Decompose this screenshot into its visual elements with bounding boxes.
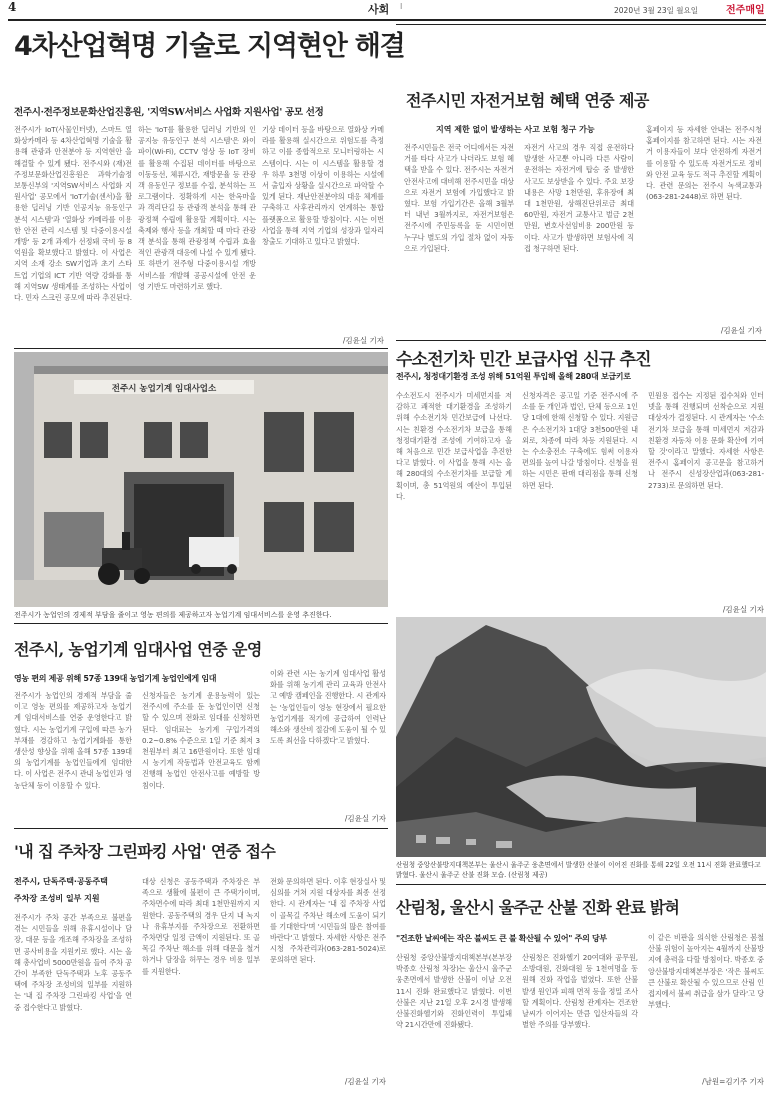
article1-col2: 하는 'IoT를 활용한 딥러닝 기반의 인공지능 유동인구 분석 시스템'은 와이파이(Wi-Fi), CCTV 영상 등 IoT 장비를 활용해 수집된 데이터를 바탕으로 이동동선, 체류시간, 재방문율 등 관광객 유동인구 정보를 수집, 분석하는 프로그램이다. 정확하게 시는 한옥마을과 객리단길 등 관광객 분석을 통해 관광정책 수립에 활용할 계획이다. 시는 축제와 행사 등을 개최할 때 마다 관광객 분석을 통해 관광정책 수립과 효율적인 관광객 대응에 나설 수 있게 됐다. 또 하반기 전주형 다중이용시설 개방 서비스를 개발해 공공시설에 안전 운영 기반도 마련하기로 했다. xyxy=(138,125,256,291)
article5-subhead1: 전주시, 단독주택·공동주택 xyxy=(14,877,108,886)
issue-date: 2020년 3월 23일 월요일 xyxy=(614,6,699,15)
article1-signature: /김윤실 기자 xyxy=(342,336,384,345)
article4-headline: 전주시, 농업기계 임대사업 연중 운영 xyxy=(14,640,262,659)
article4-col1: 전주시가 농업인의 경제적 부담을 줄이고 영농 편의를 제공하고자 농업기계 임대서비스를 연중 운영한다고 밝혔다. 시는 농업기계 구입에 따른 농가부채를 경감하고 농업기계화를 통한 생산성 향상을 위해 올해 57종 139대의 농업기계를 농업인들에게 임대한다. 이 사업은 전주시 관내 농업인과 영농단체 등이 이용할 수 있다. xyxy=(14,691,132,790)
article6-signature: /남원=김기주 기자 xyxy=(702,1077,764,1086)
article2-col1: 전주시민들은 전국 어디에서든 자전거를 타다 사고가 나더라도 보험 혜택을 받을 수 있다. 전주시는 자전거 안전사고에 대비해 전주시민을 대상으로 자전거 보험에 가입했다고 밝혔다. 보험 가입기간은 올해 3월부터 내년 3월까지로, 자전거보험은 전주시에 주민등록을 둔 시민이면 누구나 별도의 가입 절차 없이 자동으로 가입된다. xyxy=(404,143,514,253)
article6-col2: 산림청은 진화헬기 20여대와 공무원, 소방대원, 진화대원 등 1천여명을 동원해 진화 작업을 벌였다. 또한 산불 발생 원인과 피해 면적 등을 정밀 조사할 계획이다. 산림청 관계자는 건조한 날씨가 이어지는 만큼 입산자들의 각별한 주의를 당부했다. xyxy=(522,953,638,1030)
article4-col3: 이와 관련 시는 농기계 임대사업 활성화를 위해 농기계 관리 교육과 안전사고 예방 캠페인을 진행한다. 시 관계자는 '농업인들이 영농 현장에서 필요한 농업기계를 적기에 공급하여 인력난 해소와 생산비 절감에 도움이 될 수 있도록 최선을 다하겠다'고 밝혔다. xyxy=(270,669,386,746)
photo-agri-machine-center xyxy=(14,352,388,607)
rule-article2-top xyxy=(396,24,766,25)
building-sign: 전주시 농업기계 임대사업소 xyxy=(111,384,217,394)
rule-article6-top xyxy=(396,884,766,885)
rule-article4-bottom xyxy=(14,828,388,829)
page-header xyxy=(8,0,766,18)
photo1-caption: 전주시가 농업인의 경제적 부담을 줄이고 영농 편의를 제공하고자 농업기계 임대서비스를 운영 추진한다. xyxy=(14,611,332,619)
article4-subhead: 영농 편의 제공 위해 57종 139대 농업기계 농업인에게 임대 xyxy=(14,674,217,683)
article3-subhead: 전주시, 청정대기환경 조성 위해 51억원 투입해 올해 280대 보급키로 xyxy=(396,372,631,381)
rule-photo1-bottom xyxy=(14,623,388,624)
article5-subhead2: 주차장 조성비 일부 지원 xyxy=(14,894,100,903)
header-rule xyxy=(8,19,766,21)
article2-headline: 전주시민 자전거보험 혜택 연중 제공 xyxy=(406,91,649,110)
article5-col1: 전주시가 주차 공간 부족으로 불편을 겪는 시민들을 위해 유휴시설이나 담장, 대문 등을 개조해 주차장을 조성하면 공사비용을 지원키로 했다. 시는 올해 총사업비 5000만원을 들여 주차 공간이 부족한 단독주택과 노후 공동주택에 주차장 조성비의 일부를 지원하는 '내 집 주차장 그린파킹 사업'을 연중 접수한다고 밝혔다. xyxy=(14,913,132,1012)
article4-signature: /김윤실 기자 xyxy=(344,814,386,823)
article6-col1: 산림청 중앙산불방지대책본부(본부장 박종호 산림청 차장)는 울산시 울주군 웅촌면에서 발생한 산불이 이날 오전 11시 진화 완료했다고 밝혔다. 이번 산불은 지난 21일 오후 2시경 발생해 산불진화헬기와 진화인력이 투입돼 약 21시간만에 진화됐다. xyxy=(396,953,512,1030)
section-mark: I xyxy=(400,2,403,11)
article2-col2: 자전거 사고의 경우 직접 운전하다 발생한 사고뿐 아니라 다른 사람이 운전하는 자전거에 탑승 중 발생한 사고도 보상받을 수 있다. 주요 보장내용은 사망 1천만원, 후유장애 최대 1천만원, 상해진단위로금 최대 60만원, 자전거 교통사고 벌금 2천만원, 변호사선임비용 200만원 등이다. 사고가 발생하면 보험사에 직접 청구하면 된다. xyxy=(524,143,634,253)
article6-headline: 산림청, 울산시 울주군 산불 진화 완료 밝혀 xyxy=(396,898,680,917)
article4-col2: 신청자들은 농기계 운용능력이 있는 전주시에 주소를 둔 농업인이면 신청할 수 있으며 전화로 임대를 신청하면 된다. 임대료는 농기계 구입가격의 0.2~0.8% 수준으로 1일 기준 최저 3천원부터 최고 16만원이다. 또한 임대 시 농기계 작동법과 안전교육도 함께 진행해 농업인 안전사고를 예방할 방침이다. xyxy=(142,691,260,790)
rule-article2-bottom xyxy=(396,340,766,341)
rule-article1-bottom xyxy=(14,348,388,349)
article5-signature: /김윤실 기자 xyxy=(344,1077,386,1086)
article6-subhead: "건조한 날씨에는 작은 불씨도 큰 불 확산될 수 있어" 주의 당부 xyxy=(396,934,607,943)
section-name: 사회 xyxy=(368,3,390,16)
article5-col3: 전화 문의하면 된다. 이후 현장실사 및 심의를 거쳐 지원 대상자를 최종 선정한다. 시 관계자는 '내 집 주차장 사업이 골목길 주차난 해소에 도움이 되기를 기대한다'며 '시민들의 많은 참여를 바란다'고 밝혔다. 자세한 사항은 전주시청 주차관리과(063-281-5024)로 문의하면 된다. xyxy=(270,877,386,965)
photo-forest-fire xyxy=(396,617,766,857)
article2-subhead: 지역 제한 없이 발생하는 사고 보험 청구 가능 xyxy=(436,125,595,134)
article3-col3: 민원용 접수는 지정된 접수처와 인터넷을 통해 진행되며 선착순으로 지원 대상자가 결정된다. 시 관계자는 '수소전기차 보급을 통해 미세먼지 저감과 친환경 자동차 이용 문화 확산에 기여할 것'이라고 말했다. 자세한 사항은 전주시 홈페이지 공고문을 참고하거나 전주시 신성장산업과(063-281-2733)로 문의하면 된다. xyxy=(648,391,764,490)
article5-headline: '내 집 주차장 그린파킹 사업' 연중 접수 xyxy=(14,842,276,861)
article3-headline: 수소전기차 민간 보급사업 신규 추진 xyxy=(396,350,651,370)
article3-col1: 수소전도시 전주시가 미세먼지를 저감하고 쾌적한 대기환경을 조성하기 위해 수소전기차 민간보급에 나선다. 시는 친환경 수소전기차 보급을 통해 청정대기환경 조성에 기여하고자 올해 처음으로 민간 보급사업을 추진한다고 밝혔다. 이 사업을 통해 시는 올해 280대의 수소전기차를 보급할 계획이며, 총 51억원의 예산이 투입된다. xyxy=(396,391,512,501)
article5-col2: 대상 신청은 공동주택과 주차장은 부족으로 생활에 불편이 큰 주택가이며, 주차면수에 따라 최대 1천만원까지 지원한다. 공동주택의 경우 단지 내 녹지나 유휴부지를 주차장으로 전환하면 주차면당 일정 금액이 지원된다. 또 골목길 주차난 해소를 위해 대문을 철거하거나 담장을 허무는 경우 비용 일부를 지원한다. xyxy=(142,877,260,976)
article6-col3: 이 같은 비판을 의식한 산림청은 봄철 산불 위험이 높아지는 4월까지 산불방지에 총력을 다할 방침이다. 박종호 중앙산불방지대책본부장은 '작은 불씨도 큰 산불로 확산될 수 있으므로 산림 인접지에서 불씨 취급을 삼가 달라'고 당부했다. xyxy=(648,933,764,1010)
article2-signature: /김윤실 기자 xyxy=(720,326,762,335)
page-number: 4 xyxy=(8,0,17,14)
brand-name: 전주매일 xyxy=(726,5,765,16)
photo2-caption: 산림청 중앙산불방지대책본부는 울산시 울주군 웅촌면에서 발생한 산불이 이어진 진화를 통해 22일 오전 11시 진화 완료했다고 밝혔다. 울산시 울주군 산불 진화 모습. (산림청 제공) xyxy=(396,861,761,879)
article1-col3: 기상 데이터 등을 바탕으로 열화상 카메라를 활용해 실시간으로 위험도를 측정하고 이를 종합적으로 모니터링하는 시스템이다. 시는 이 시스템을 활용할 경우 하루 3천명 이상이 이용하는 시설에서 출입자 상황을 실시간으로 파악할 수 있게 된다. 재난안전분야의 대응 체계를 구축하고 사후관리까지 연계하는 통합 플랫폼으로 활용할 방침이다. 시는 이번 사업을 통해 지역 기업의 성장과 일자리 창출도 기대하고 있다고 밝혔다. xyxy=(262,125,384,247)
article1-headline: 4차산업혁명 기술로 지역현안 해결 xyxy=(14,31,405,62)
article1-subhead: 전주시·전주정보문화산업진흥원, '지역SW서비스 사업화 지원사업' 공모 선정 xyxy=(14,107,324,118)
article3-signature: /김윤실 기자 xyxy=(722,605,764,614)
article2-col3: 홈페이지 등 자세한 안내는 전주시청 홈페이지를 참고하면 된다. 시는 자전거 이용자들이 보다 안전하게 자전거를 이용할 수 있도록 자전거도로 정비와 안전 교육 등도 적극 추진할 계획이다. 관련 문의는 전주시 녹색교통과(063-281-2448)로 하면 된다. xyxy=(646,125,762,202)
forest-fire-illustration xyxy=(396,617,766,857)
article1-col1: 전주시가 IoT(사물인터넷), 스마트 열화상카메라 등 4차산업혁명 기술을 활용해 관광과 안전분야 등 지역현안 을 해결할 수 있게 됐다. 전주시와 (재)전주정보문화산업진흥원은 과학기술정보통신부의 '지역SW서비스 사업화 지원사업' 공모에서 'IoT기술(센서)을 활용한 딥러닝 기반 인공지능 유동인구 분석 시스템'과 '열화상 카메라를 이용한 안전 관리 시스템 및 다중이용시설 개방' 등 2개 과제가 선정돼 국비 등 8억원을 확보했다고 밝혔다. 이 사업은 지역 소재 강소 SW기업과 초기 스타트업 기업의 ICT 기반 역량 강화를 통해 지역SW 생태계를 조성하는 사업이다. 민자 스크린 공모에 따라 추진된다. xyxy=(14,125,132,303)
article3-col2: 신청자격은 공고일 기준 전주시에 주소를 둔 개인과 법인, 단체 등으로 1인당 1대에 한해 신청할 수 있다. 지원금은 수소전기차 1대당 3천500만원 내외로, 차종에 따라 차등 지원된다. 시는 수소충전소 구축에도 힘써 이용자 편의를 높여 나갈 방침이다. 신청을 원하는 시민은 판매 대리점을 통해 신청하면 된다. xyxy=(522,391,638,490)
